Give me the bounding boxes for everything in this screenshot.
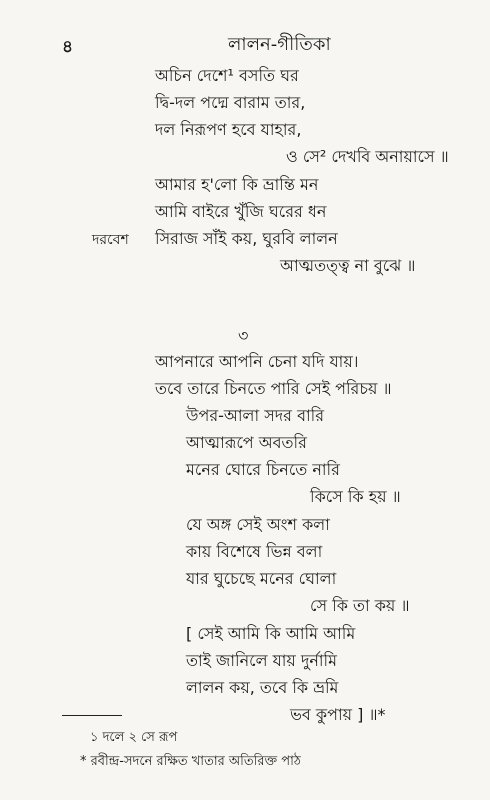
verse-line: দ্বি-দল পদ্মে বারাম তার, <box>155 93 306 112</box>
verse-line: ও সে² দেখবি অনায়াসে ॥ <box>286 147 449 166</box>
song-number: ৩ <box>238 326 249 345</box>
page-number: ৪ <box>62 37 74 57</box>
verse-line: আপনারে আপনি চেনা যদি যায়। <box>155 352 359 371</box>
verse-line: মনের ঘোরে চিনতে নারি <box>186 460 340 479</box>
verse-line: দল নিরূপণ হবে যাহার, <box>155 120 302 139</box>
footnote-line: ১ দলে ২ সে রূপ <box>90 730 178 745</box>
footnote-rule <box>62 715 122 716</box>
verse-line: লালন কয়, তবে কি ভ্রমি <box>186 678 339 697</box>
verse-line: আমার হ'লো কি ভ্রান্তি মন <box>155 175 319 194</box>
verse-line: অচিন দেশে¹ বসতি ঘর <box>155 66 299 85</box>
verse-line: উপর-আলা সদর বারি <box>186 406 324 425</box>
verse-line: [ সেই আমি কি আমি আমি <box>186 624 356 643</box>
verse-line: ভব কুপায় ] ॥* <box>290 705 386 724</box>
verse-line: যার ঘুচেছে মনের ঘোলা <box>186 569 337 588</box>
verse-line: কিসে কি হয় ॥ <box>310 487 401 506</box>
verse-line: তাই জানিলে যায় দুর্নামি <box>186 651 337 670</box>
verse-line: আমি বাইরে খুঁজি ঘরের ধন <box>155 202 327 221</box>
footnote-line: * রবীন্দ্র-সদনে রক্ষিত খাতার অতিরিক্ত পাঠ <box>80 754 301 769</box>
verse-line: যে অঙ্গ সেই অংশ কলা <box>186 515 330 534</box>
verse-line: তবে তারে চিনতে পারি সেই পরিচয় ॥ <box>155 379 392 398</box>
side-label: দরবেশ <box>92 232 129 248</box>
verse-line: আত্মারূপে অবতরি <box>186 433 307 452</box>
verse-line: কায় বিশেষে ভিন্ন বলা <box>186 542 323 561</box>
verse-line: সে কি তা কয় ॥ <box>310 596 410 615</box>
verse-line: সিরাজ সাঁই কয়, ঘুরবি লালন <box>155 229 338 248</box>
running-header: লালন-গীতিকা <box>228 34 331 55</box>
verse-line: আত্মতত্ত্ব না বুঝে ॥ <box>280 256 416 275</box>
